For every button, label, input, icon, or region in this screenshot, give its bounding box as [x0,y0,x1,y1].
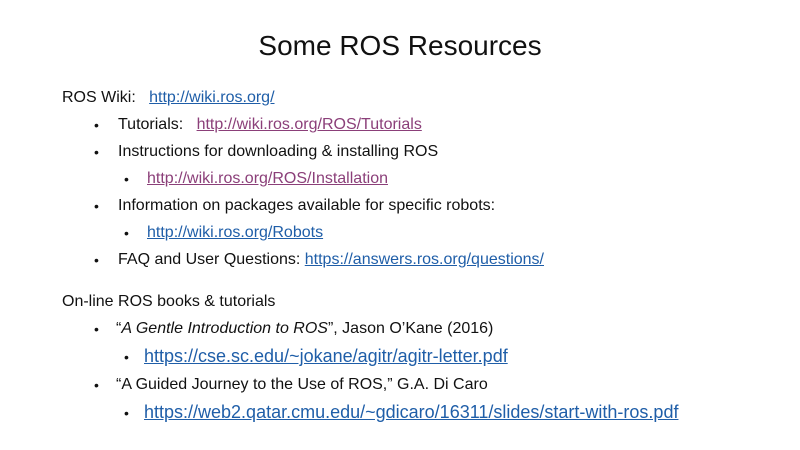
slide-title: Some ROS Resources [258,30,542,61]
installation-link[interactable]: http://wiki.ros.org/ROS/Installation [147,170,388,187]
bullet-icon: • [94,117,99,133]
book1-open-quote: “ [116,320,122,337]
ros-wiki-line [62,88,275,108]
faq-label: FAQ and User Questions: [118,251,301,268]
bullet-icon: • [124,171,129,187]
book1-line [116,319,493,339]
book2-line: “A Guided Journey to the Use of ROS,” G.A. Di Caro [116,376,488,393]
book2-link-line [144,401,678,423]
bullet-icon: • [124,349,129,365]
book1-link[interactable]: https://cse.sc.edu/~jokane/agitr/agitr-letter.pdf [144,346,508,366]
faq-line [118,250,544,270]
bullet-icon: • [94,144,99,160]
install-instructions-line: Instructions for downloading & installing ROS [118,143,439,160]
bullet-icon: • [124,225,129,241]
bullet-icon: • [94,321,99,337]
tutorials-label: Tutorials: [118,116,184,133]
installation-line [147,169,388,189]
book1-author: ”, Jason O’Kane (2016) [327,320,494,337]
tutorials-link[interactable]: http://wiki.ros.org/ROS/Tutorials [196,116,422,133]
bullet-icon: • [124,405,129,421]
book1-link-line [144,345,508,367]
ros-wiki-link[interactable]: http://wiki.ros.org/ [149,89,275,106]
bullet-icon: • [94,252,99,268]
tutorials-line [118,115,422,135]
book1-title: A Gentle Introduction to ROS [121,320,328,337]
bullet-icon: • [94,198,99,214]
packages-info-line: Information on packages available for specific robots: [118,197,496,214]
book2-link[interactable]: https://web2.qatar.cmu.edu/~gdicaro/16311/slides/start-with-ros.pdf [144,402,679,422]
robots-link[interactable]: http://wiki.ros.org/Robots [147,224,324,241]
books-heading: On-line ROS books & tutorials [62,293,276,310]
bullet-icon: • [94,377,99,393]
faq-link[interactable]: https://answers.ros.org/questions/ [304,251,544,268]
robots-line [147,223,323,243]
ros-wiki-label: ROS Wiki: [62,89,136,106]
